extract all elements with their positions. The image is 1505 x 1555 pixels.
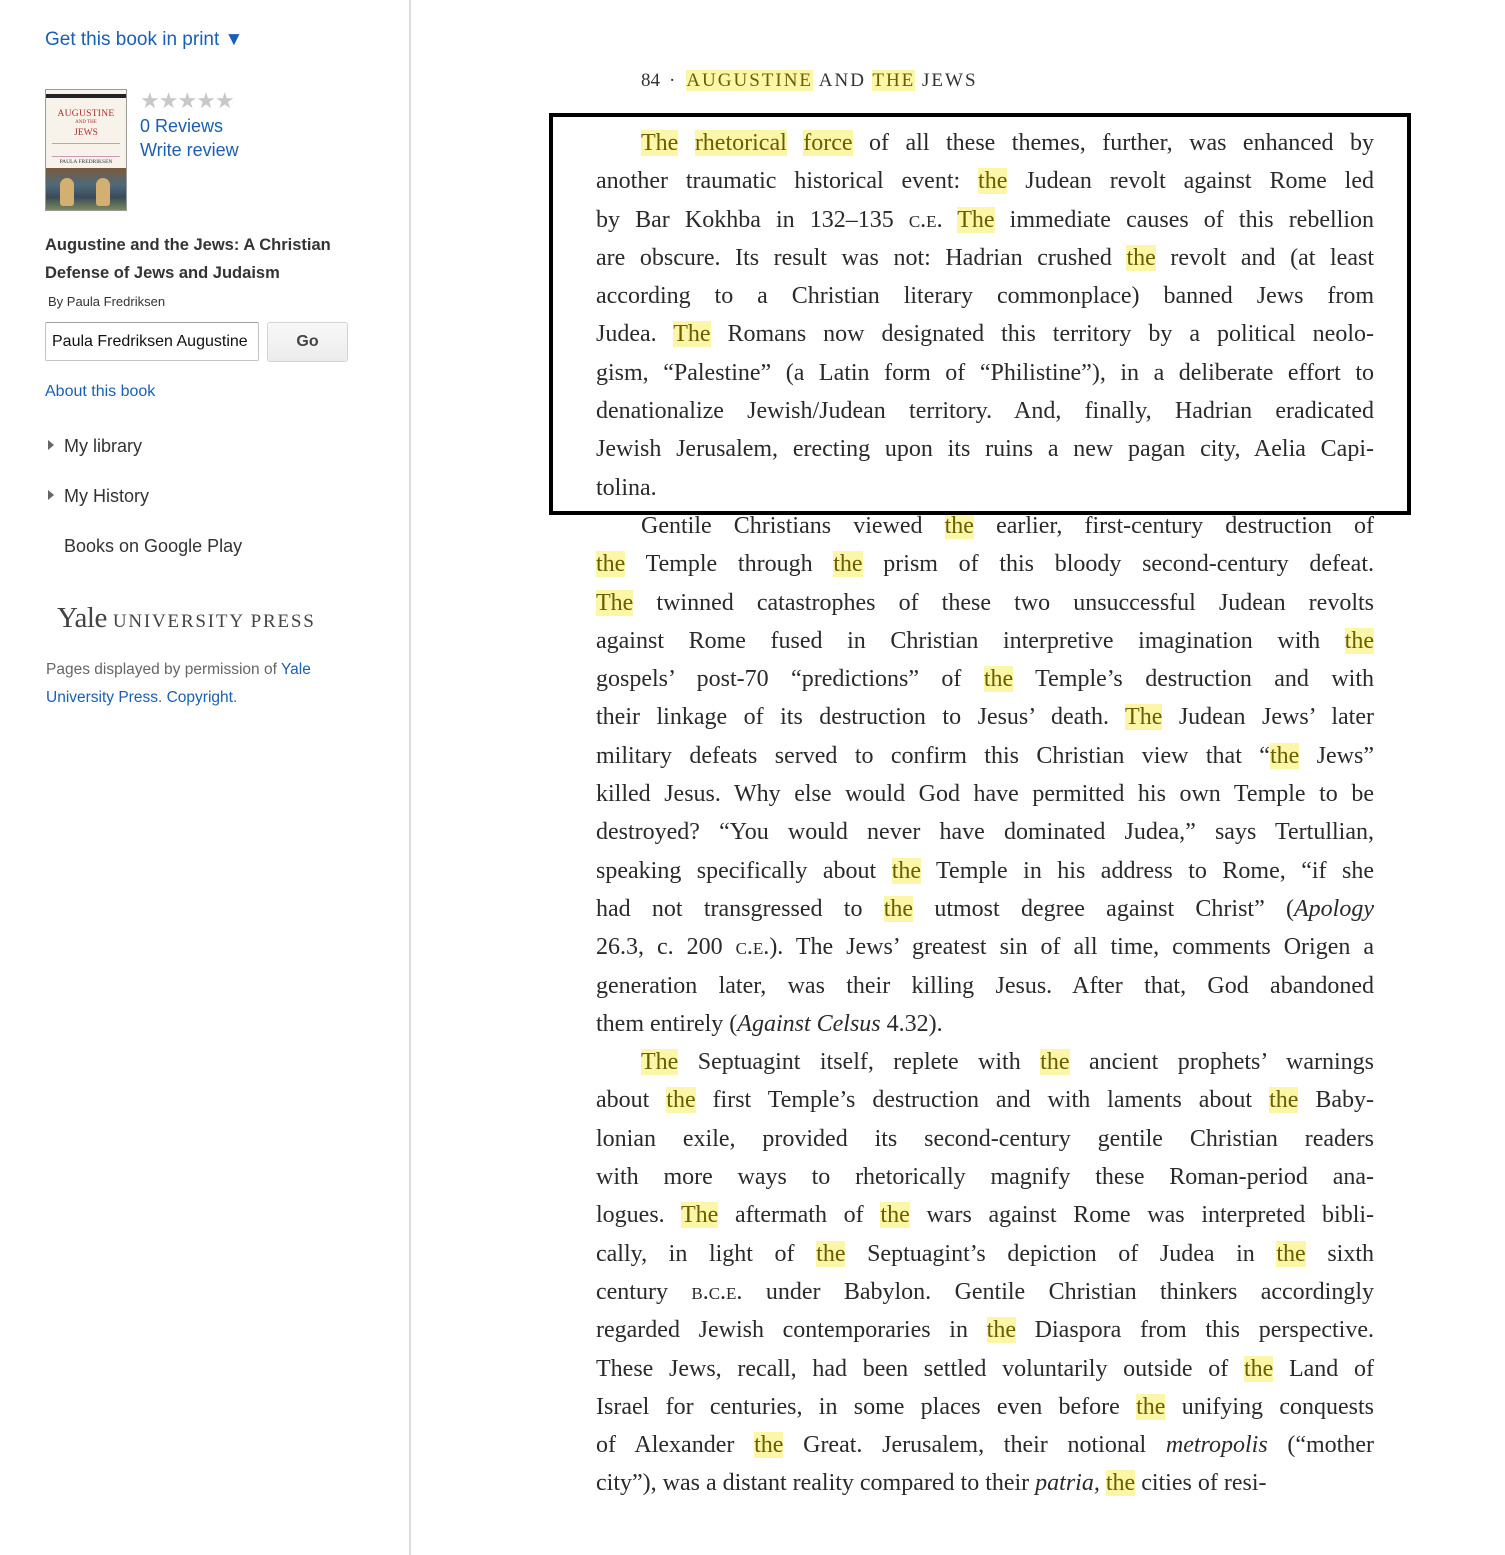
text-run: Gentile Christians viewed — [641, 512, 945, 539]
small-caps-text: c.e. — [908, 206, 943, 233]
write-review-link[interactable]: Write review — [140, 140, 239, 160]
text-run: prism of this bloody second-century defeat. — [862, 551, 1374, 578]
search-term-highlight: the — [1344, 627, 1374, 654]
text-run: another traumatic historical event: — [596, 168, 979, 195]
small-caps-text: b.c.e. — [691, 1278, 743, 1305]
text-run: lonian exile, provided its second-century gentile Christian readers — [596, 1125, 1374, 1152]
running-head-dot: · — [669, 70, 678, 91]
text-run: century — [596, 1278, 692, 1305]
text-line — [596, 967, 1374, 1005]
text-run: gospels’ post-70 “predictions” of — [596, 666, 984, 693]
nav-my-library-label: My library — [64, 436, 143, 456]
text-line — [596, 584, 1374, 622]
text-run: tolina. — [596, 474, 657, 501]
text-run: These Jews, recall, had been settled voluntarily outside of — [596, 1355, 1244, 1382]
text-run: cities of resi- — [1135, 1470, 1267, 1497]
permission-notice — [46, 656, 366, 712]
search-term-highlight: The — [641, 130, 679, 156]
book-page-viewer[interactable] — [413, 0, 1505, 1555]
running-head-word: AND — [818, 70, 866, 91]
text-run: cally, in light of — [596, 1240, 817, 1267]
text-run: Judea. — [596, 321, 674, 348]
nav-my-history-label: My History — [64, 486, 149, 506]
copyright-link[interactable]: Copyright — [166, 689, 233, 706]
text-run: 4.32). — [880, 1010, 943, 1037]
search-term-highlight: The — [641, 1049, 679, 1076]
text-line — [596, 737, 1374, 775]
cover-figure — [60, 178, 74, 206]
search-term-highlight: the — [1276, 1240, 1306, 1267]
text-run: (“mother — [1267, 1432, 1374, 1459]
text-line — [596, 813, 1374, 851]
text-run: of Alexander — [596, 1432, 755, 1459]
text-run: 26.3, c. 200 — [596, 934, 736, 961]
search-term-highlight: the — [883, 895, 914, 922]
text-line — [596, 1158, 1374, 1196]
text-run: Land of — [1273, 1355, 1374, 1382]
text-run: Baby- — [1298, 1087, 1374, 1114]
cover-title-line3: JEWS — [74, 128, 98, 138]
text-run: Israel for centuries, in some places even before — [596, 1393, 1137, 1420]
expand-triangle-icon — [48, 490, 54, 500]
text-line — [596, 775, 1374, 813]
cover-illustration — [46, 168, 126, 210]
text-line — [596, 1196, 1374, 1234]
text-run: with more ways to rhetorically magnify these Roman-period ana- — [596, 1164, 1374, 1191]
search-term-highlight: the — [986, 1317, 1016, 1344]
text-line — [596, 1005, 1374, 1043]
text-run: Judean Jews’ later — [1162, 704, 1374, 731]
italic-text: metropolis — [1165, 1432, 1268, 1459]
text-run: ). The Jews’ greatest sin of all time, comments Origen a — [769, 934, 1374, 961]
search-term-highlight: the — [596, 551, 626, 578]
search-term-highlight: the — [754, 1432, 784, 1459]
search-term-highlight: the — [978, 168, 1008, 195]
book-title: Augustine and the Jews: A Christian Defense of Jews and Judaism — [45, 236, 331, 282]
text-run: Septuagint itself, replete with — [678, 1049, 1041, 1076]
text-run: are obscure. Its result was not: Hadrian crushed — [596, 244, 1127, 271]
permission-sep: . — [157, 689, 167, 706]
text-run: their linkage of its destruction to Jesus’ death. — [596, 704, 1126, 731]
search-term-highlight: The — [673, 321, 711, 348]
publisher-logo-main: Yale — [57, 602, 107, 634]
small-caps-text: c.e. — [735, 934, 770, 961]
search-term-highlight: the — [816, 1240, 846, 1267]
search-term-highlight: the — [1243, 1355, 1274, 1382]
text-run: twinned catastrophes of these two unsuccessful Judean revolts — [633, 589, 1374, 616]
text-run: gism, “Palestine” (a Latin form of “Philistine”), in a deliberate effort to — [596, 359, 1374, 386]
search-go-button[interactable]: Go — [267, 322, 348, 362]
text-run: wars against Rome was interpreted bibli- — [909, 1202, 1375, 1229]
search-term-highlight: the — [666, 1087, 696, 1114]
search-term-highlight: The — [680, 1202, 719, 1229]
page-number: 84 — [641, 70, 660, 91]
text-run: utmost degree against Christ” ( — [913, 895, 1295, 922]
text-run: ancient prophets’ warnings — [1069, 1049, 1374, 1076]
publisher-link[interactable]: Yale University Press — [46, 661, 311, 706]
italic-text: patria, — [1035, 1470, 1100, 1497]
search-term-highlight: the — [1269, 1087, 1299, 1114]
search-term-highlight: the — [983, 666, 1014, 693]
text-run: under Babylon. Gentile Christian thinkers accordingly — [742, 1278, 1374, 1305]
search-term-highlight: the — [1105, 1470, 1136, 1497]
publisher-logo[interactable] — [57, 602, 316, 635]
text-run: of all these themes, further, was enhanced by — [852, 130, 1375, 156]
cover-band — [46, 94, 126, 98]
text-line — [596, 1388, 1374, 1426]
text-line — [596, 1043, 1374, 1081]
text-line — [596, 1235, 1374, 1273]
search-term-highlight: the — [880, 1202, 910, 1229]
text-run: earlier, first-century destruction of — [973, 512, 1374, 539]
text-line — [596, 1426, 1374, 1464]
text-run: about — [596, 1087, 667, 1114]
text-line — [596, 1081, 1374, 1119]
permission-suffix: . — [232, 689, 238, 706]
text-run: Temple through — [625, 551, 834, 578]
text-run: according to a Christian literary commonplace) banned Jews from — [596, 283, 1374, 310]
search-term-highlight: the — [1269, 742, 1300, 769]
publisher-logo-rest: UNIVERSITY PRESS — [112, 611, 316, 632]
search-term-highlight: the — [1040, 1049, 1070, 1076]
cover-subtitle-rule — [52, 143, 120, 157]
text-run — [1100, 1470, 1106, 1496]
books-on-google-play-link[interactable]: Books on Google Play — [64, 536, 243, 556]
text-run: denationalize Jewish/Judean territory. And, finally, Hadrian eradicated — [596, 398, 1374, 425]
text-run: had not transgressed to — [596, 895, 884, 922]
book-byline: By Paula Fredriksen — [48, 294, 166, 309]
cover-title-line1: AUGUSTINE — [57, 109, 115, 119]
rating-stars: ★★★★★ — [140, 88, 234, 113]
text-line — [596, 852, 1374, 890]
text-run: unifying conquests — [1165, 1393, 1374, 1420]
search-term-highlight: the — [1136, 1393, 1166, 1420]
text-run: Judean revolt against Rome led — [1007, 168, 1374, 195]
text-run: revolt and (at least — [1155, 244, 1374, 271]
text-run: Temple in his address to Rome, “if she — [921, 857, 1374, 884]
text-line — [596, 1120, 1374, 1158]
about-this-book-link[interactable]: About this book — [45, 383, 156, 400]
text-line — [596, 1464, 1374, 1502]
search-term-highlight: The — [596, 589, 634, 616]
search-term-highlight: the — [1126, 244, 1156, 271]
text-run: regarded Jewish contemporaries in — [596, 1317, 987, 1344]
text-line — [596, 698, 1374, 736]
cover-figure — [96, 178, 110, 206]
running-head-word: JEWS — [922, 70, 978, 91]
text-line — [596, 545, 1374, 583]
text-run: killed Jesus. Why else would God have permitted his own Temple to be — [596, 781, 1374, 808]
text-line — [596, 622, 1374, 660]
running-head — [641, 70, 978, 92]
search-term-highlight: the — [944, 512, 974, 539]
text-run: Diaspora from this perspective. — [1015, 1317, 1374, 1344]
running-head-word: AUGUSTINE — [686, 70, 814, 91]
nav-my-history[interactable] — [48, 486, 149, 507]
nav-my-library[interactable] — [48, 436, 142, 457]
cover-author: PAULA FREDRIKSEN — [59, 159, 113, 165]
text-run: sixth — [1305, 1240, 1374, 1267]
text-run: against Rome fused in Christian interpretive imagination with — [596, 627, 1345, 654]
italic-text: Against Celsus — [737, 1010, 881, 1037]
text-run: speaking specifically about — [596, 857, 892, 884]
text-line — [596, 890, 1374, 928]
text-line — [596, 1273, 1374, 1311]
permission-prefix: Pages displayed by permission of — [46, 661, 281, 678]
text-run: Romans now designated this territory by a political neolo- — [710, 321, 1374, 348]
search-term-highlight: rhetorical — [694, 130, 787, 156]
search-in-book-input[interactable] — [45, 322, 259, 361]
text-run: Temple’s destruction and with — [1013, 666, 1374, 693]
text-line — [596, 1350, 1374, 1388]
text-run: Great. Jerusalem, their notional — [783, 1432, 1166, 1459]
text-run: Jewish Jerusalem, erecting upon its ruins a new pagan city, Aelia Capi- — [596, 436, 1374, 463]
cover-title-line2: AND THE — [75, 120, 97, 125]
book-cover-thumbnail[interactable] — [45, 89, 127, 211]
text-run: first Temple’s destruction and with laments about — [695, 1087, 1270, 1114]
search-term-highlight: The — [957, 206, 995, 233]
search-term-highlight: the — [891, 857, 922, 884]
text-run: aftermath of — [718, 1202, 881, 1229]
text-run: by Bar Kokhba in 132–135 — [596, 206, 909, 233]
selection-highlight-box — [549, 113, 1411, 515]
reviews-link[interactable]: 0 Reviews — [140, 116, 224, 136]
sidebar — [0, 0, 411, 1555]
text-run: them entirely ( — [596, 1010, 738, 1037]
search-term-highlight: the — [833, 551, 863, 578]
search-term-highlight: force — [803, 130, 853, 156]
text-run: destroyed? “You would never have dominated Judea,” says Tertullian, — [596, 819, 1374, 846]
text-line — [596, 660, 1374, 698]
text-run: military defeats served to confirm this Christian view that “ — [596, 742, 1270, 769]
text-run: Jews” — [1299, 742, 1374, 769]
text-run: immediate causes of this rebellion — [994, 206, 1374, 233]
text-line — [596, 1311, 1374, 1349]
italic-text: Apology — [1294, 895, 1374, 922]
running-head-word: THE — [872, 70, 916, 91]
text-run: logues. — [596, 1202, 681, 1229]
text-run: Septuagint’s depiction of Judea in — [845, 1240, 1277, 1267]
get-book-in-print-dropdown[interactable]: Get this book in print ▼ — [45, 29, 244, 50]
text-run: generation later, was their killing Jesus. After that, God abandoned — [596, 972, 1374, 999]
text-line — [596, 928, 1374, 966]
expand-triangle-icon — [48, 440, 54, 450]
search-term-highlight: The — [1125, 704, 1163, 731]
text-run: city”), was a distant reality compared to their — [596, 1470, 1036, 1497]
